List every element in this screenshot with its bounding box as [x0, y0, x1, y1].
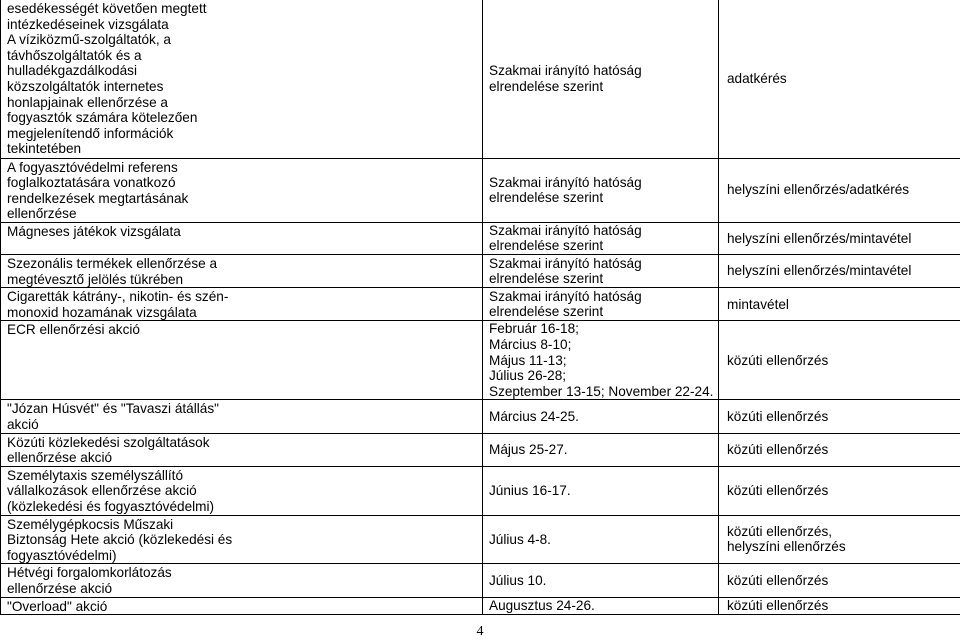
activity-line: Szezonális termékek ellenőrzése a [7, 256, 218, 272]
activity-line: Mágneses játékok vizsgálata [7, 223, 181, 239]
method-cell [719, 158, 960, 222]
schedule-line: Május 25-27. [489, 441, 568, 457]
schedule-line: Szakmai irányító hatóság [489, 288, 642, 304]
table-row [1, 321, 960, 400]
activity-line: (közlekedési és fogyasztóvédelmi) [7, 498, 215, 514]
schedule-line: elrendelése szerint [489, 190, 604, 206]
method-cell [719, 515, 960, 564]
table-row [1, 288, 960, 321]
schedule-line: Július 10. [489, 572, 547, 588]
activity-line: monoxid hozamának vizsgálata [7, 304, 197, 320]
activity-line: ellenőrzése [7, 206, 77, 222]
method-cell [719, 0, 960, 158]
activity-line: "Overload" akció [7, 598, 108, 614]
method-cell [719, 466, 960, 515]
schedule-cell [483, 400, 719, 433]
schedule-line: Február 16-18; [489, 321, 579, 337]
method-line: helyszíni ellenőrzés/adatkérés [727, 182, 910, 198]
schedule-cell [483, 321, 719, 400]
page-number: 4 [476, 624, 484, 639]
activity-line: távhőszolgáltatók és a [7, 47, 142, 63]
schedule-cell [483, 158, 719, 222]
schedule-cell [483, 515, 719, 564]
activity-line: vállalkozások ellenőrzése akció [7, 483, 197, 499]
method-cell [719, 288, 960, 321]
activity-line: esedékességét követően megtett [7, 1, 207, 16]
activity-line: ECR ellenőrzési akció [7, 322, 140, 338]
schedule-line: Március 24-25. [489, 408, 579, 424]
method-line: helyszíni ellenőrzés/mintavétel [727, 230, 912, 246]
activity-cell [1, 0, 483, 158]
activity-line: "Józan Húsvét" és "Tavaszi átállás" [7, 401, 219, 417]
schedule-cell [483, 288, 719, 321]
activity-cell [1, 255, 483, 288]
activity-cell [1, 288, 483, 321]
table-row [1, 597, 960, 615]
activity-cell [1, 597, 483, 615]
method-line: közúti ellenőrzés [727, 598, 829, 614]
activity-cell [1, 321, 483, 400]
table-row [1, 222, 960, 254]
schedule-cell [483, 0, 719, 158]
schedule-line: Szakmai irányító hatóság [489, 174, 642, 190]
activity-line: hulladékgazdálkodási [7, 63, 137, 79]
schedule-cell [483, 255, 719, 288]
activity-line: közszolgáltatók internetes [7, 78, 164, 94]
schedule-line: Szeptember 13-15; November 22-24. [489, 383, 714, 399]
schedule-line: Június 16-17. [489, 482, 571, 498]
activity-line: A víziközmű-szolgáltatók, a [7, 32, 171, 48]
activity-line: foglalkoztatására vonatkozó [7, 175, 176, 191]
method-cell [719, 255, 960, 288]
activity-line: megjelenítendő információk [7, 125, 174, 141]
activity-line: A fogyasztóvédelmi referens [7, 159, 178, 175]
schedule-line: elrendelése szerint [489, 238, 604, 254]
activity-cell [1, 564, 483, 597]
schedule-line: elrendelése szerint [489, 78, 604, 94]
method-line: mintavétel [727, 296, 789, 312]
schedule-line: elrendelése szerint [489, 304, 604, 320]
method-line: közúti ellenőrzés [727, 408, 829, 424]
method-line: közúti ellenőrzés [727, 572, 829, 588]
activity-line: ellenőrzése akció [7, 450, 113, 466]
schedule-line: Szakmai irányító hatóság [489, 63, 642, 79]
table-body [1, 0, 960, 615]
activity-line: Hétvégi forgalomkorlátozás [7, 565, 172, 581]
method-line: közúti ellenőrzés [727, 352, 829, 368]
method-line: közúti ellenőrzés, [727, 523, 833, 539]
activity-cell [1, 515, 483, 564]
schedule-cell [483, 222, 719, 254]
table-row [1, 255, 960, 288]
activity-line: intézkedéseinek vizsgálata [7, 16, 169, 32]
table-row [1, 0, 960, 158]
schedule-cell [483, 466, 719, 515]
activity-line: Személytaxis személyszállító [7, 467, 184, 483]
method-line: adatkérés [727, 70, 787, 86]
activity-line: Cigaretták kátrány-, nikotin- és szén- [7, 289, 229, 305]
method-line: helyszíni ellenőrzés/mintavétel [727, 263, 912, 279]
activity-line: Személygépkocsis Műszaki [7, 516, 174, 532]
activity-cell [1, 466, 483, 515]
schedule-line: Július 4-8. [489, 531, 551, 547]
activity-line: fogyasztóvédelmi) [7, 547, 117, 563]
schedule-line: Július 26-28; [489, 368, 567, 384]
activity-cell [1, 433, 483, 466]
activity-line: ellenőrzése akció [7, 580, 113, 596]
schedule-line: Szakmai irányító hatóság [489, 222, 642, 238]
table-row [1, 433, 960, 466]
activity-cell [1, 222, 483, 254]
activity-line: Biztonság Hete akció (közlekedési és [7, 532, 233, 548]
method-line: közúti ellenőrzés [727, 441, 829, 457]
schedule-line: Május 11-13; [489, 352, 567, 368]
schedule-cell [483, 597, 719, 615]
method-cell [719, 597, 960, 615]
method-cell [719, 321, 960, 400]
table-row [1, 515, 960, 564]
activity-cell [1, 158, 483, 222]
schedule-line: Augusztus 24-26. [489, 598, 595, 614]
table-row [1, 400, 960, 433]
schedule-line: elrendelése szerint [489, 271, 604, 287]
activity-line: rendelkezések megtartásának [7, 190, 189, 206]
table-row [1, 466, 960, 515]
method-cell [719, 564, 960, 597]
schedule-line: Szakmai irányító hatóság [489, 255, 642, 271]
table-row [1, 158, 960, 222]
activity-line: honlapjainak ellenőrzése a [7, 94, 168, 110]
activity-line: tekintetében [7, 141, 82, 157]
schedule-cell [483, 564, 719, 597]
schedule-cell [483, 433, 719, 466]
activity-line: fogyasztók számára kötelezően [7, 110, 198, 126]
activity-line: megtévesztő jelölés tükrében [7, 271, 184, 287]
schedule-line: Március 8-10; [489, 337, 572, 353]
activity-line: Közúti közlekedési szolgáltatások [7, 434, 210, 450]
activity-line: akció [7, 417, 39, 432]
method-cell [719, 400, 960, 433]
table-row [1, 564, 960, 597]
activity-cell [1, 400, 483, 433]
method-line: közúti ellenőrzés [727, 482, 829, 498]
method-cell [719, 222, 960, 254]
method-line: helyszíni ellenőrzés [727, 539, 846, 555]
method-cell [719, 433, 960, 466]
